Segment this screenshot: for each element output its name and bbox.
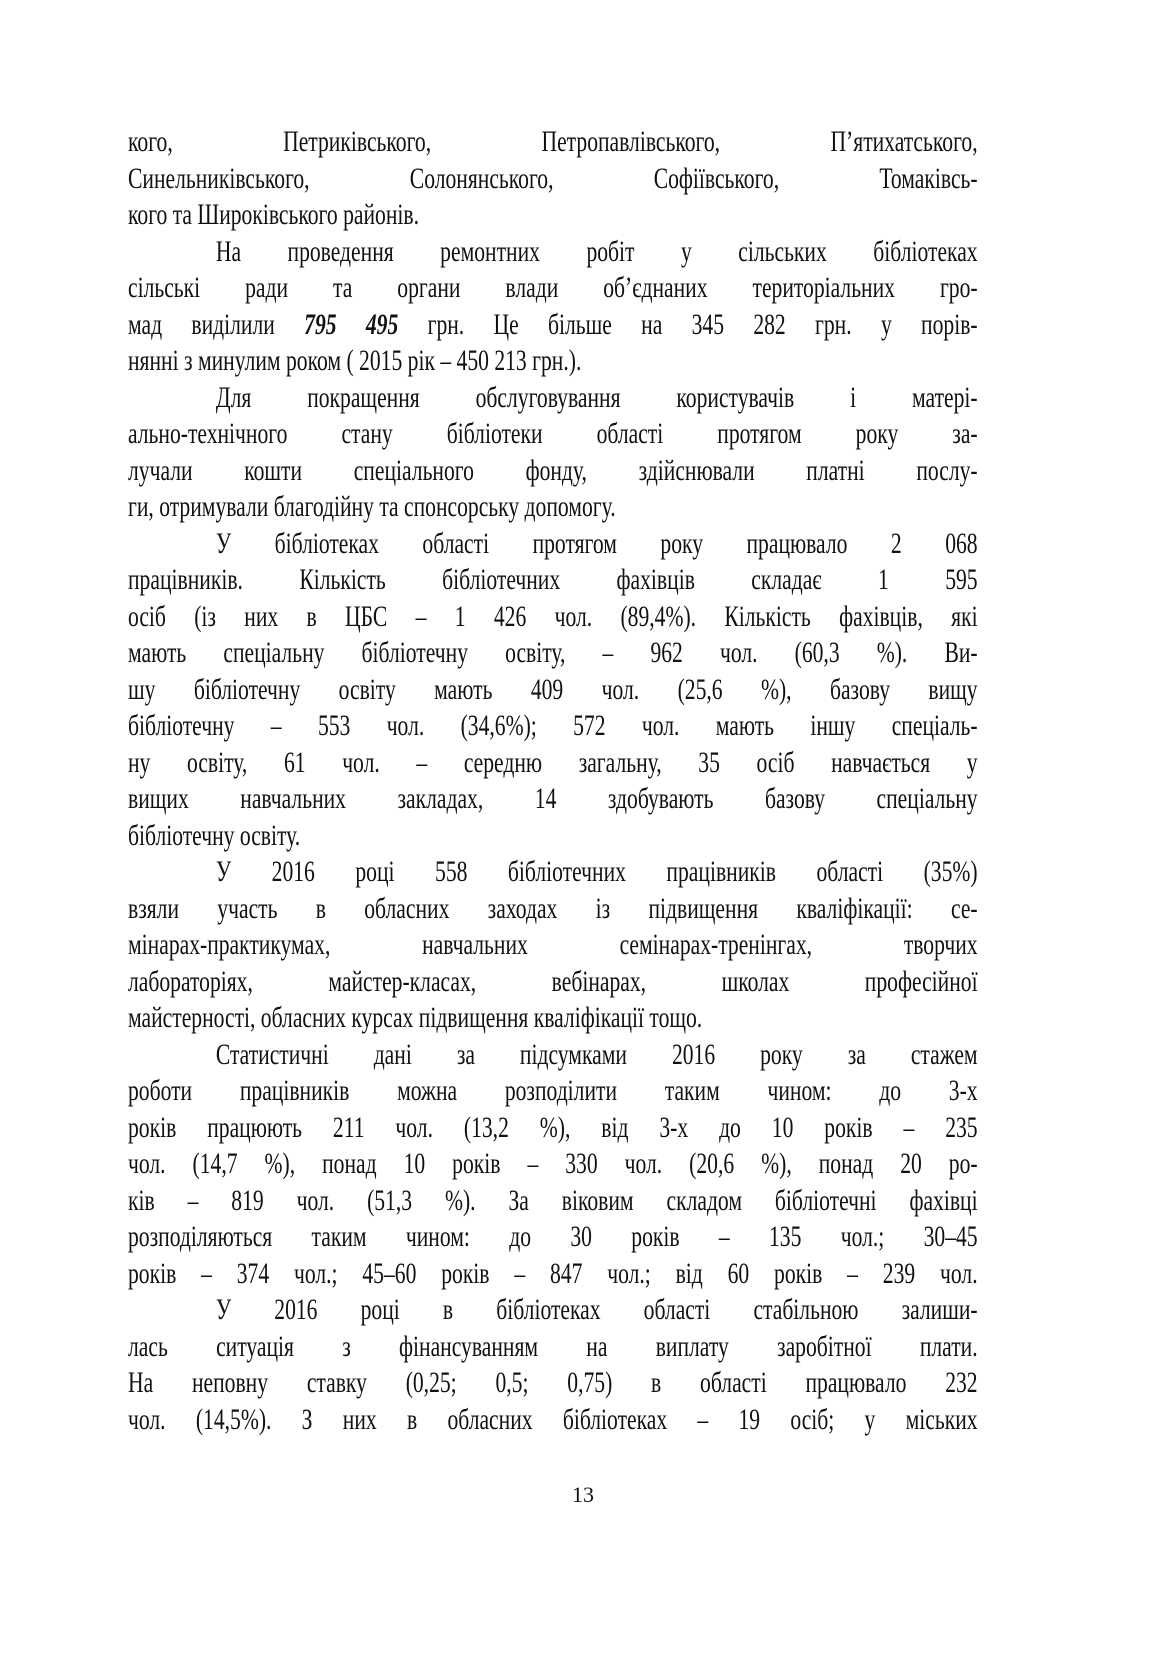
text-line: мають спеціальну бібліотечну освіту, – 962 чол. (60,3 %). Ви- — [128, 636, 978, 669]
text-line: бібліотечну – 553 чол. (34,6%); 572 чол. мають іншу спеціаль- — [128, 709, 978, 742]
text-line: років – 374 чол.; 45–60 років – 847 чол.; від 60 років – 239 чол. — [128, 1256, 978, 1290]
text-line: ги, отримували благодійну та спонсорську допомогу. — [128, 490, 616, 523]
text-segment: мад виділили — [128, 307, 305, 341]
text-line: вищих навчальних закладах, 14 здобувають базову спеціальну — [128, 782, 978, 815]
text-line: мінарах-практикумах, навчальних семінарах-тренінгах, творчих — [128, 928, 978, 961]
text-line: бібліотечну освіту. — [128, 818, 301, 852]
text-line: роботи працівників можна розподілити таким чином: до 3-х — [128, 1074, 978, 1107]
text-line: шу бібліотечну освіту мають 409 чол. (25,6 %), базову вищу — [128, 672, 978, 706]
text-line: На неповну ставку (0,25; 0,5; 0,75) в області працювало 232 — [128, 1366, 978, 1399]
text-line: взяли участь в обласних заходах із підвищення кваліфікації: се- — [128, 891, 978, 925]
text-line: ну освіту, 61 чол. – середню загальну, 35 осіб навчається у — [128, 745, 978, 779]
text-line — [128, 307, 978, 344]
text-line: чол. (14,7 %), понад 10 років – 330 чол. (20,6 %), понад 20 ро- — [128, 1147, 978, 1180]
text-segment: грн. Це більше на 345 282 грн. у порів- — [398, 307, 978, 341]
text-line: кого та Широківського районів. — [128, 198, 419, 231]
paragraph — [128, 854, 978, 1037]
text-line: сільські ради та органи влади об’єднаних територіальних гро- — [128, 271, 978, 304]
page-number: 13 — [572, 1482, 594, 1507]
body-text — [128, 124, 978, 1438]
text-line: Синельниківського, Солонянського, Софіївського, Томаківсь- — [128, 161, 978, 195]
paragraph — [128, 1037, 978, 1293]
text-line: лабораторіях, майстер-класах, вебінарах, школах професійної — [128, 964, 978, 998]
text-line: нянні з минулим роком ( 2015 рік – 450 213 грн.). — [128, 344, 582, 377]
emphasized-amount: 795 495 — [304, 307, 399, 341]
text-line: лась ситуація з фінансуванням на виплату заробітної плати. — [128, 1329, 978, 1363]
text-line: чол. (14,5%). З них в обласних бібліотеках – 19 осіб; у міських — [128, 1402, 978, 1436]
text-line: працівників. Кількість бібліотечних фахівців складає 1 595 — [128, 563, 978, 596]
text-line: осіб (із них в ЦБС – 1 426 чол. (89,4%). Кількість фахівців, які — [128, 599, 978, 633]
paragraph — [128, 526, 978, 855]
text-line: майстерності, обласних курсах підвищення кваліфікації тощо. — [128, 1001, 703, 1034]
paragraph — [128, 124, 978, 234]
text-line: На проведення ремонтних робіт у сільських бібліотеках — [215, 234, 978, 268]
text-line: ально-технічного стану бібліотеки області протягом року за- — [128, 417, 978, 450]
text-line: У 2016 році 558 бібліотечних працівників області (35%) — [215, 855, 978, 888]
text-line: Статистичні дані за підсумками 2016 року за стажем — [215, 1037, 978, 1071]
text-line: У 2016 році в бібліотеках області стабільною залиши- — [215, 1293, 978, 1326]
text-line: ків – 819 чол. (51,3 %). За віковим складом бібліотечні фахівці — [128, 1183, 978, 1217]
paragraph — [128, 234, 978, 380]
paragraph — [128, 380, 978, 526]
paragraph — [128, 1292, 978, 1438]
text-line: років працюють 211 чол. (13,2 %), від 3-х до 10 років – 235 — [128, 1110, 978, 1144]
text-line: У бібліотеках області протягом року працювало 2 068 — [215, 526, 978, 560]
text-line: Для покращення обслуговування користувачів і матері- — [215, 380, 978, 414]
text-line: лучали кошти спеціального фонду, здійснювали платні послу- — [128, 453, 978, 487]
text-line: кого, Петриківського, Петропавлівського, П’ятихатського, — [128, 125, 978, 158]
text-line: розподіляються таким чином: до 30 років – 135 чол.; 30–45 — [128, 1220, 978, 1253]
